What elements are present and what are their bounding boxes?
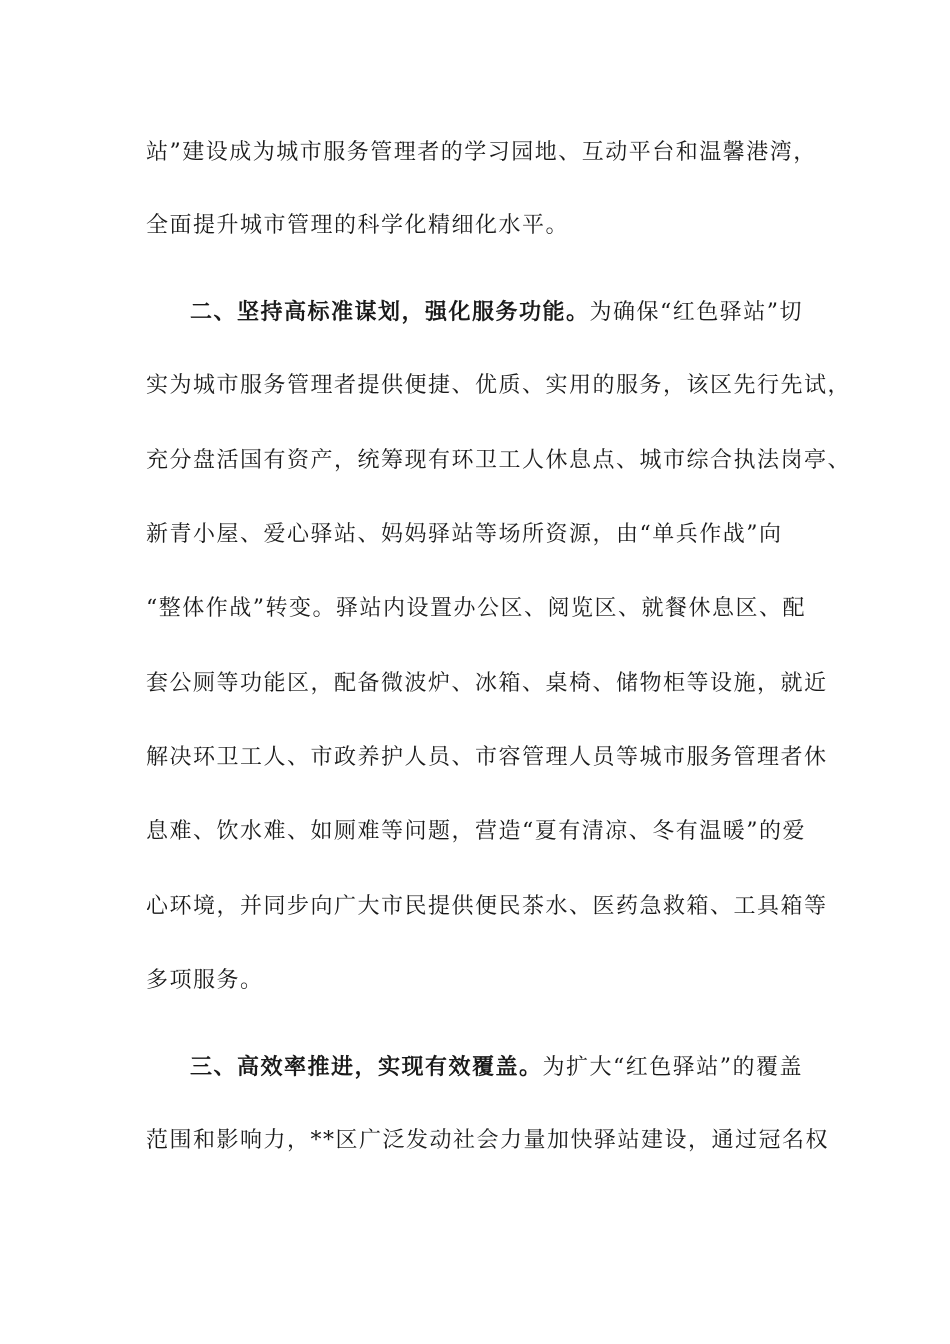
section-3-first-line bbox=[190, 1052, 870, 1083]
body-text-line: 实为城市服务管理者提供便捷、优质、实用的服务，该区先行先试， bbox=[146, 373, 852, 398]
body-text-line: 套公厕等功能区，配备微波炉、冰箱、桌椅、储物柜等设施，就近 bbox=[146, 671, 828, 696]
body-text-line: 息难、饮水难、如厕难等问题，营造“夏有清凉、冬有温暖”的爱 bbox=[146, 819, 806, 844]
section-3-heading: 三、高效率推进，实现有效覆盖。 bbox=[190, 1054, 543, 1080]
body-text-line: 充分盘活国有资产，统筹现有环卫工人休息点、城市综合执法岗亭、 bbox=[146, 448, 852, 473]
section-2-heading: 二、坚持高标准谋划，强化服务功能。 bbox=[190, 299, 590, 325]
body-text-line: 心环境，并同步向广大市民提供便民茶水、医药急救箱、工具箱等 bbox=[146, 894, 828, 919]
body-text-line: 全面提升城市管理的科学化精细化水平。 bbox=[146, 213, 570, 238]
body-text-line: 站”建设成为城市服务管理者的学习园地、互动平台和温馨港湾， bbox=[146, 140, 817, 165]
body-text-line: “整体作战”转变。驿站内设置办公区、阅览区、就餐休息区、配 bbox=[146, 596, 806, 621]
body-text-line: 解决环卫工人、市政养护人员、市容管理人员等城市服务管理者休 bbox=[146, 745, 828, 770]
section-2-first-line bbox=[190, 297, 870, 328]
section-2-text: 为确保“红色驿站”切 bbox=[589, 300, 804, 325]
body-text-line: 新青小屋、爱心驿站、妈妈驿站等场所资源，由“单兵作战”向 bbox=[146, 522, 783, 547]
body-text-line: 范围和影响力，**区广泛发动社会力量加快驿站建设，通过冠名权 bbox=[146, 1128, 830, 1153]
body-text-line: 多项服务。 bbox=[146, 968, 264, 993]
section-3-text: 为扩大“红色驿站”的覆盖 bbox=[542, 1055, 804, 1080]
